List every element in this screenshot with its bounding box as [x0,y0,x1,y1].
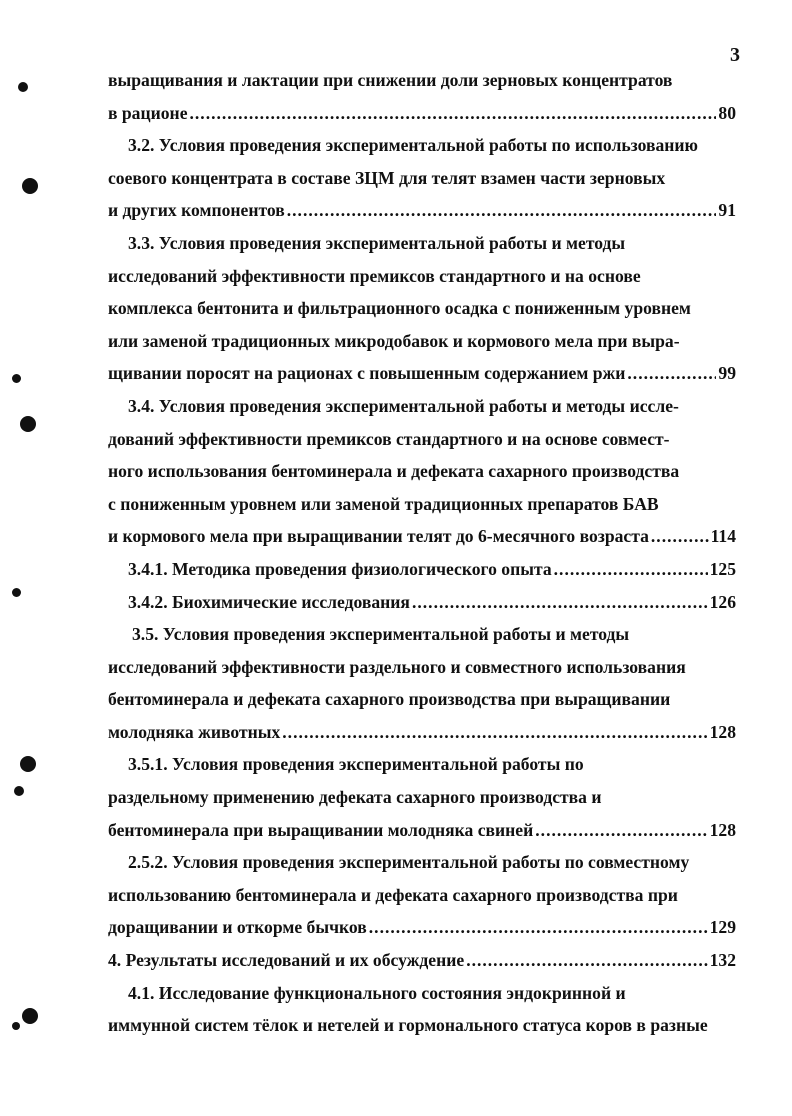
toc-entry [108,520,736,553]
punch-hole-mark [12,588,21,597]
toc-entry [108,716,736,749]
toc-entry [108,194,736,227]
punch-hole-mark [20,416,36,432]
punch-hole-mark [14,786,24,796]
toc-entry-title: 3.4.2. Биохимические исследования [128,591,410,612]
toc-page-number: 91 [718,200,736,221]
toc-line: 2.5.2. Условия проведения экспериментальной работы по совместному [128,852,690,873]
toc-page-number: 132 [709,950,736,971]
punch-hole-mark [18,82,28,92]
toc-page-number: 99 [718,363,736,384]
toc-line: использованию бентоминерала и дефеката сахарного производства при [108,884,678,905]
toc-entry-title: щивании поросят на рационах с повышенным содержанием ржи [108,363,626,384]
dot-leader [535,814,707,847]
toc-page-number: 126 [709,591,736,612]
table-of-contents [108,64,736,1042]
punch-hole-mark [22,1008,38,1024]
toc-line: комплекса бентонита и фильтрационного осадка с пониженным уровнем [108,298,691,319]
dot-leader [369,911,708,944]
toc-entry-title: 4. Результаты исследований и их обсуждение [108,950,465,971]
dot-leader [554,553,708,586]
toc-entry-title: и кормового мела при выращивании телят до 6-месячного возраста [108,526,649,547]
toc-page-number: 80 [718,102,736,123]
toc-page-number: 128 [709,721,736,742]
punch-hole-mark [20,756,36,772]
toc-line: бентоминерала и дефеката сахарного производства при выращивании [108,689,671,710]
punch-hole-mark [12,1022,20,1030]
toc-line: исследований эффективности раздельного и совместного использования [108,656,686,677]
toc-entry [108,911,736,944]
dot-leader [190,97,717,130]
toc-line: дований эффективности премиксов стандартного и на основе совмест- [108,428,670,449]
dot-leader [651,520,709,553]
toc-line: 3.3. Условия проведения экспериментальной работы и методы [128,232,626,253]
toc-page-number: 128 [709,819,736,840]
toc-entry-title: 3.4.1. Методика проведения физиологического опыта [128,558,552,579]
dot-leader [627,357,716,390]
toc-entry [108,586,736,619]
punch-hole-mark [22,178,38,194]
toc-entry [108,357,736,390]
toc-line: раздельному применению дефеката сахарного производства и [108,787,602,808]
toc-line: иммунной систем тёлок и нетелей и гормонального статуса коров в разные [108,1015,708,1036]
punch-hole-mark [12,374,21,383]
toc-entry-title: бентоминерала при выращивании молодняка свиней [108,819,534,840]
dot-leader [412,586,708,619]
toc-line: ного использования бентоминерала и дефеката сахарного производства [108,461,680,482]
toc-page-number: 114 [710,526,736,547]
toc-chapter-heading [108,944,736,977]
dot-leader [466,944,707,977]
toc-line: 3.4. Условия проведения экспериментальной работы и методы иссле- [128,395,679,416]
toc-line: 3.5. Условия проведения экспериментальной работы и методы [132,624,630,645]
dot-leader [282,716,707,749]
toc-line: 3.5.1. Условия проведения экспериментальной работы по [128,754,584,775]
toc-line: выращивания и лактации при снижении доли зерновых концентратов [108,70,673,90]
dot-leader [287,194,717,227]
toc-line: исследований эффективности премиксов стандартного и на основе [108,265,641,286]
toc-entry-title: в рационе [108,102,188,123]
toc-entry-title: доращивании и откорме бычков [108,917,367,938]
toc-line: или заменой традиционных микродобавок и кормового мела при выра- [108,330,680,351]
page-number: 3 [730,44,740,66]
toc-line: с пониженным уровнем или заменой традиционных препаратов БАВ [108,493,659,514]
toc-entry [108,553,736,586]
toc-line: соевого концентрата в составе ЗЦМ для телят взамен части зерновых [108,167,666,188]
toc-entry-title: и других компонентов [108,200,285,221]
toc-entry [108,814,736,847]
toc-page-number: 125 [709,558,736,579]
toc-entry-title: молодняка животных [108,721,281,742]
toc-line: 3.2. Условия проведения экспериментальной работы по использованию [128,135,698,156]
toc-line: 4.1. Исследование функционального состояния эндокринной и [128,982,626,1003]
toc-page-number: 129 [709,917,736,938]
toc-entry [108,97,736,130]
